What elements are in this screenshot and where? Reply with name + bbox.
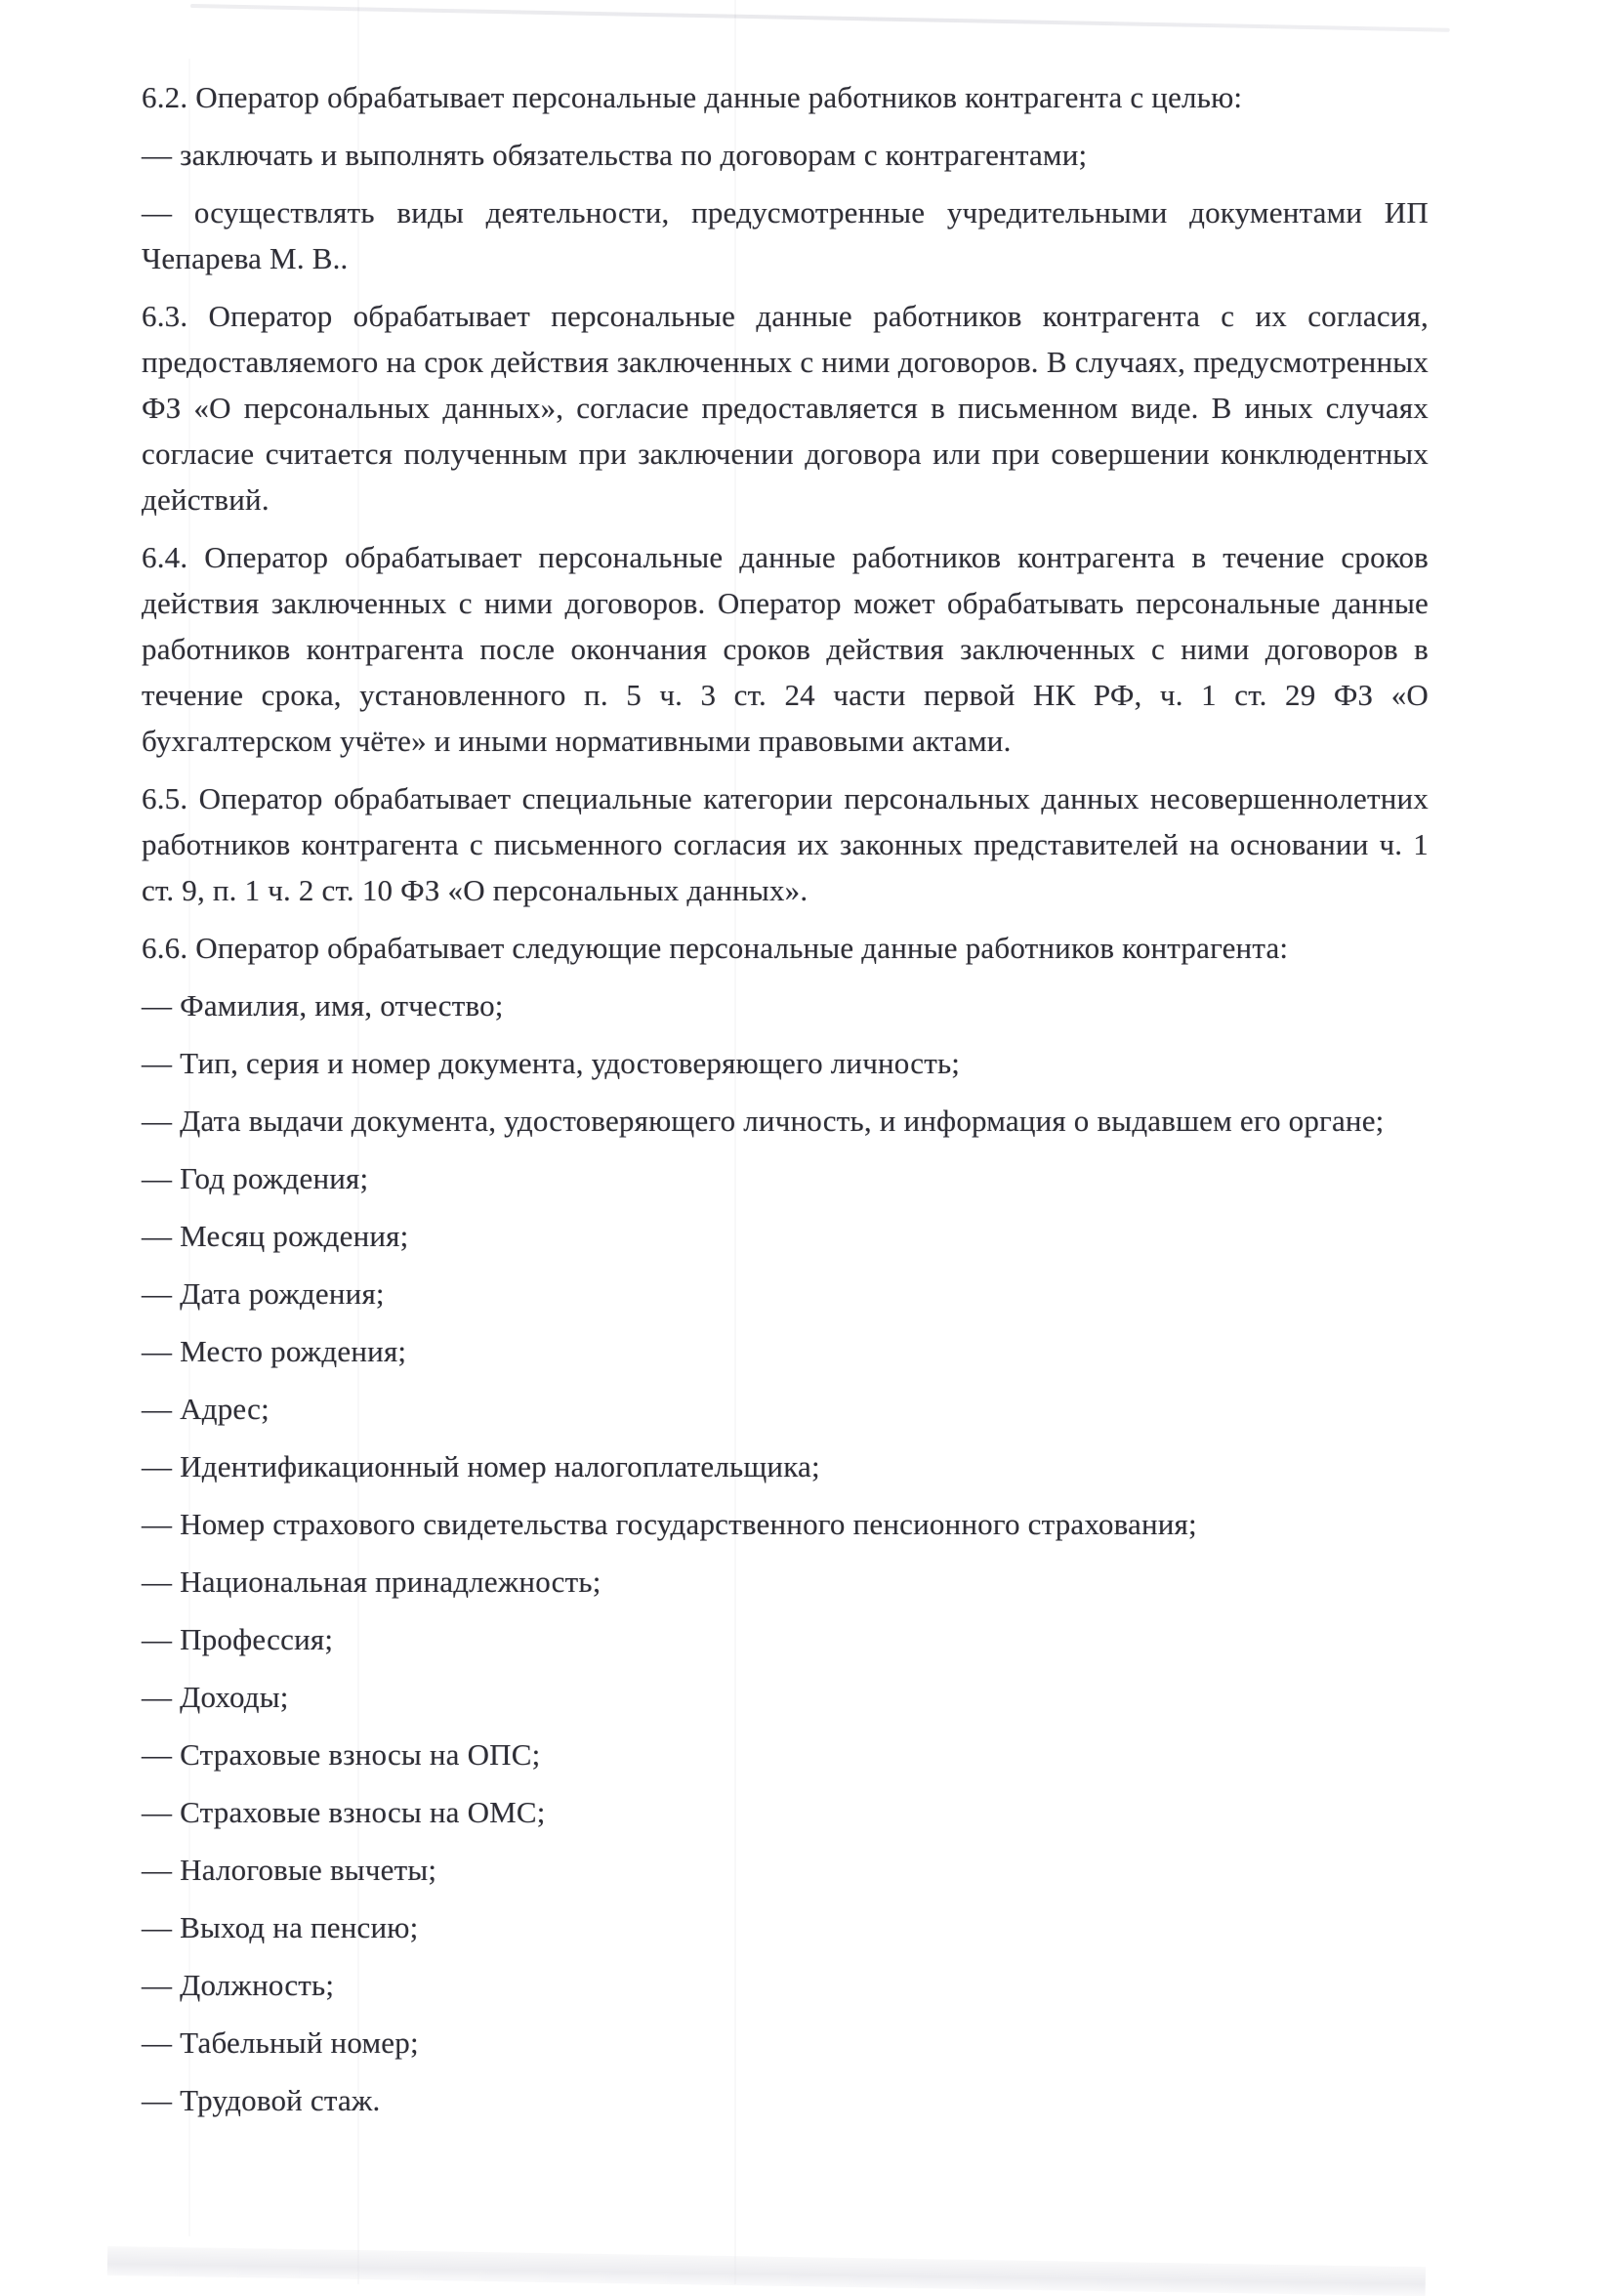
clause-6-5-paragraph: 6.5. Оператор обрабатывает специальные категории персональных данных несовершеннолетних работников контрагента с письменного согласия их законных представителей на основании ч. 1 ст. 9, п. 1 ч. 2 ст. 10 ФЗ «О персональных данных». — [142, 781, 1429, 907]
personal-data-item-nationality: — Национальная принадлежность; — [142, 1565, 601, 1599]
personal-data-item-ops: — Страховые взносы на ОПС; — [142, 1737, 541, 1772]
document-body — [142, 74, 1429, 2135]
personal-data-item-birth-month: — Месяц рождения; — [142, 1219, 409, 1253]
clause-6-2-item-activities: — осуществлять виды деятельности, предусмотренные учредительными документами ИП Чепарева М. В.. — [142, 195, 1429, 275]
personal-data-item-profession: — Профессия; — [142, 1622, 334, 1656]
personal-data-item-inn: — Идентификационный номер налогоплательщика; — [142, 1449, 820, 1483]
personal-data-item-work-experience: — Трудовой стаж. — [142, 2083, 381, 2117]
personal-data-item-oms: — Страховые взносы на ОМС; — [142, 1795, 546, 1829]
clause-6-4-paragraph: 6.4. Оператор обрабатывает персональные данные работников контрагента в течение сроков действия заключенных с ними договоров. Оператор может обрабатывать персональные данные работников контрагента после окончания сроков действия заключенных с ними договоров в течение срока, установленного п. 5 ч. 3 ст. 24 части первой НК РФ, ч. 1 ст. 29 ФЗ «О бухгалтерском учёте» и иными нормативными правовыми актами. — [142, 540, 1429, 758]
clause-6-3-paragraph: 6.3. Оператор обрабатывает персональные данные работников контрагента с их согласия, предоставляемого на срок действия заключенных с ними договоров. В случаях, предусмотренных ФЗ «О персональных данных», согласие предоставляется в письменном виде. В иных случаях согласие считается полученным при заключении договора или при совершении конклюдентных действий. — [142, 299, 1429, 517]
personal-data-item-tax-deductions: — Налоговые вычеты; — [142, 1853, 437, 1887]
clause-6-2-item-contracts: — заключать и выполнять обязательства по договорам с контрагентами; — [142, 138, 1088, 172]
clause-6-6-heading: 6.6. Оператор обрабатывает следующие персональные данные работников контрагента: — [142, 931, 1289, 965]
personal-data-item-personnel-number: — Табельный номер; — [142, 2025, 419, 2060]
personal-data-item-id-doc: — Тип, серия и номер документа, удостоверяющего личность; — [142, 1046, 961, 1080]
personal-data-item-birth-year: — Год рождения; — [142, 1161, 369, 1195]
personal-data-item-income: — Доходы; — [142, 1680, 289, 1714]
scan-edge-bottom — [107, 2246, 1426, 2296]
scan-edge-top — [190, 4, 1450, 32]
personal-data-item-id-doc-issue: — Дата выдачи документа, удостоверяющего личность, и информация о выдавшем его органе; — [142, 1104, 1385, 1138]
personal-data-item-position: — Должность; — [142, 1968, 335, 2002]
personal-data-item-address: — Адрес; — [142, 1392, 270, 1426]
personal-data-item-snils: — Номер страхового свидетельства государственного пенсионного страхования; — [142, 1507, 1197, 1541]
personal-data-item-birth-place: — Место рождения; — [142, 1334, 407, 1368]
clause-6-2-heading: 6.2. Оператор обрабатывает персональные данные работников контрагента с целью: — [142, 80, 1243, 114]
personal-data-item-birth-date: — Дата рождения; — [142, 1276, 385, 1311]
personal-data-item-retirement: — Выход на пенсию; — [142, 1910, 419, 1944]
personal-data-item-fio: — Фамилия, имя, отчество; — [142, 988, 504, 1023]
